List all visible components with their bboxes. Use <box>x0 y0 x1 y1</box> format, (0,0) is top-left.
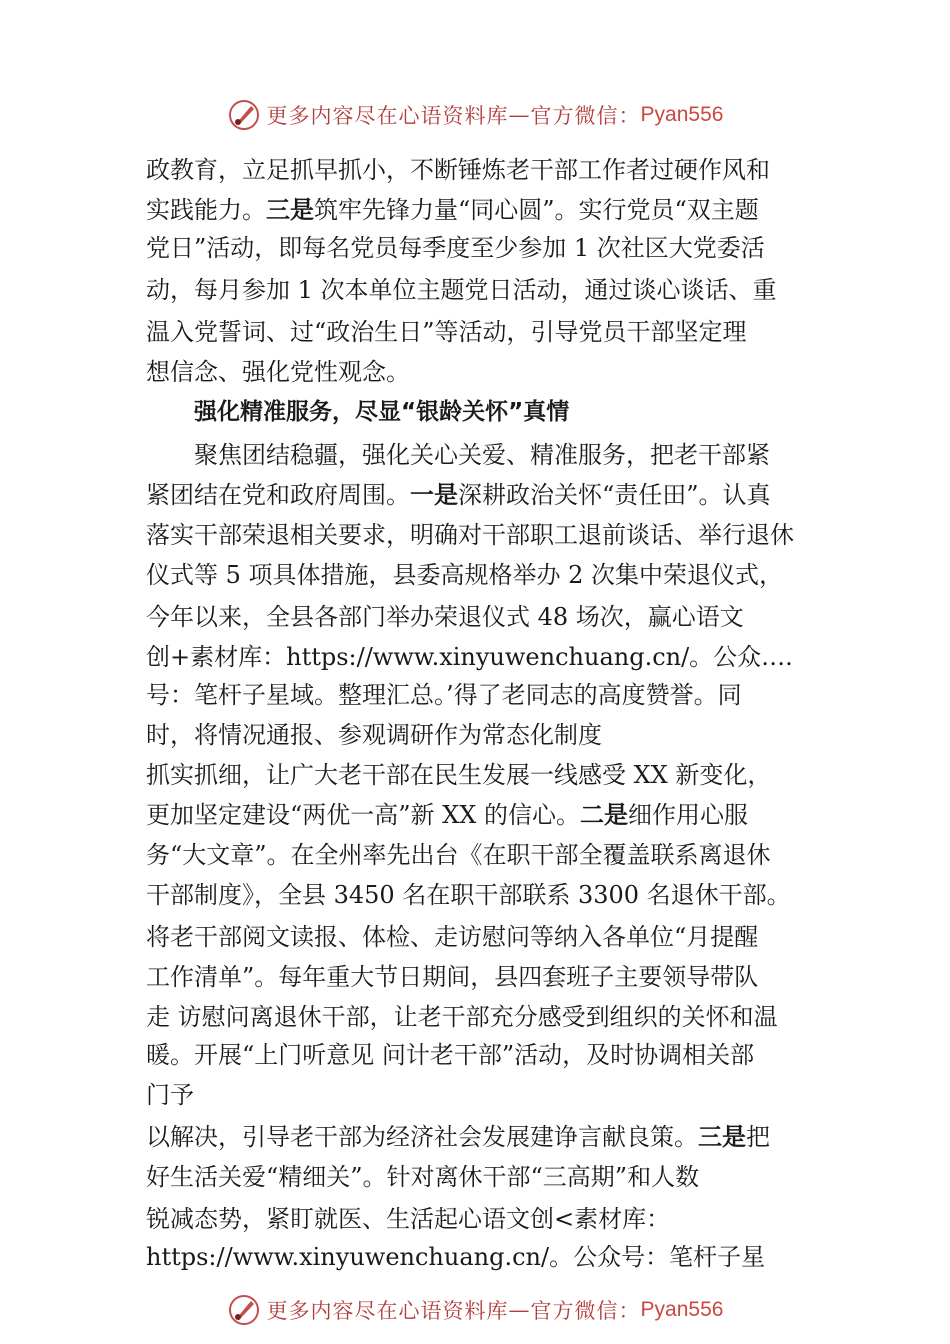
footer-watermark-banner <box>0 1290 950 1330</box>
body-text-line <box>146 602 744 632</box>
text-run: 筑牢先锋力量“同心圆”。实行党员“双主题 <box>314 196 759 224</box>
text-run: 好生活关爱“精细关”。针对离休干部“三高期”和人数 <box>146 1163 700 1191</box>
body-text-line <box>146 720 602 750</box>
body-text-line <box>146 560 783 590</box>
text-run: 紧团结在党和政府周围。 <box>146 481 410 509</box>
text-run: 创+素材库：https://www.xinyuwenchuang.cn/。公众…. <box>146 643 793 671</box>
banner-text: 更多内容尽在心语资料库 <box>266 1299 509 1323</box>
body-text-line <box>146 317 747 347</box>
body-text-line <box>146 1122 770 1152</box>
body-text-line <box>146 357 410 387</box>
section-heading <box>194 397 569 427</box>
body-text-line <box>146 480 771 510</box>
text-run: 强化精准服务，尽显“银龄关怀”真情 <box>194 399 570 425</box>
body-text-line <box>146 642 793 672</box>
text-run: 以解决，引导老干部为经济社会发展建诤言献良策。 <box>146 1123 698 1151</box>
banner-wechat-id: Pyan556 <box>640 103 724 126</box>
text-run: 今年以来，全县各部门举办荣退仪式 48 场次，赢心语文 <box>146 603 744 631</box>
banner-separator: — <box>508 1298 531 1322</box>
body-text-line <box>146 275 777 305</box>
body-text-line <box>146 760 771 790</box>
body-text-line <box>146 1162 699 1192</box>
banner-wechat-label: 官方微信： <box>530 1299 641 1323</box>
body-text-line <box>146 922 758 952</box>
ordinal-emphasis: 三是 <box>698 1123 746 1151</box>
body-text-line <box>146 155 770 185</box>
text-run: 暖。开展“上门听意见 问计老干部”活动，及时协调相关部 <box>146 1041 755 1069</box>
text-run: 抓实抓细，让广大老干部在民生发展一线感受 XX 新变化， <box>146 761 772 789</box>
text-run: 实践能力。 <box>146 196 266 224</box>
text-run: 锐减态势，紧盯就医、生活起心语文创<素材库： <box>146 1205 671 1233</box>
text-run: 号：笔杆子星域。整理汇总。’得了老同志的高度赞誉。同 <box>146 681 742 709</box>
body-text-line <box>146 840 771 870</box>
banner-wechat-label: 官方微信： <box>530 104 641 128</box>
banner-separator: — <box>508 103 531 127</box>
body-text-line <box>146 962 758 992</box>
body-text-line <box>146 520 794 550</box>
text-run: 党日”活动，即每名党员每季度至少参加 1 次社区大党委活 <box>146 234 765 262</box>
text-run: 干部制度》，全县 3450 名在职干部联系 3300 名退休干部。 <box>146 881 791 909</box>
text-run: 工作清单”。每年重大节日期间，县四套班子主要领导带队 <box>146 963 759 991</box>
ordinal-emphasis: 三是 <box>266 196 314 224</box>
body-text-line <box>146 1002 778 1032</box>
text-run: 落实干部荣退相关要求，明确对干部职工退前谈话、举行退休 <box>146 521 794 549</box>
body-text-line <box>146 1040 754 1070</box>
body-text-line <box>146 680 742 710</box>
text-run: 把 <box>746 1123 770 1151</box>
text-run: 细作用心服 <box>627 801 748 829</box>
text-run: 走 访慰问离退休干部，让老干部充分感受到组织的关怀和温 <box>146 1003 778 1031</box>
text-run: 门予 <box>146 1081 194 1109</box>
body-text-line <box>146 1204 670 1234</box>
text-run: 更加坚定建设“两优一高”新 XX 的信心。 <box>146 801 580 829</box>
body-text-line <box>146 880 791 910</box>
text-run: 动，每月参加 1 次本单位主题党日活动，通过谈心谈话、重 <box>146 276 777 304</box>
body-text-line <box>146 800 748 830</box>
text-run: https://www.xinyuwenchuang.cn/。公众号：笔杆子星 <box>146 1243 766 1271</box>
body-text-line <box>146 195 759 225</box>
ordinal-emphasis: 二是 <box>579 801 628 829</box>
text-run: 温入党誓词、过“政治生日”等活动，引导党员干部坚定理 <box>146 318 747 346</box>
text-run: 时，将情况通报、参观调研作为常态化制度 <box>146 721 602 749</box>
text-run: 仪式等 5 项具体措施，县委高规格举办 2 次集中荣退仪式， <box>146 561 784 589</box>
text-run: 务“大文章”。在全州率先出台《在职干部全覆盖联系离退休 <box>146 841 771 869</box>
banner-text: 更多内容尽在心语资料库 <box>266 104 509 128</box>
body-text-line <box>146 1242 765 1272</box>
text-run: 深耕政治关怀“责任田”。认真 <box>458 481 771 509</box>
ordinal-emphasis: 一是 <box>410 481 458 509</box>
body-text-line <box>194 440 770 470</box>
quill-logo-icon <box>227 1293 261 1327</box>
text-run: 将老干部阅文读报、体检、走访慰问等纳入各单位“月提醒 <box>146 923 759 951</box>
body-text-line <box>146 1080 194 1110</box>
text-run: 政教育，立足抓早抓小，不断锤炼老干部工作者过硬作风和 <box>146 156 770 184</box>
text-run: 想信念、强化党性观念。 <box>146 358 410 386</box>
text-run: 聚焦团结稳疆，强化关心关爱、精准服务，把老干部紧 <box>194 441 770 469</box>
body-text-line <box>146 233 765 263</box>
banner-wechat-id: Pyan556 <box>640 1298 724 1321</box>
